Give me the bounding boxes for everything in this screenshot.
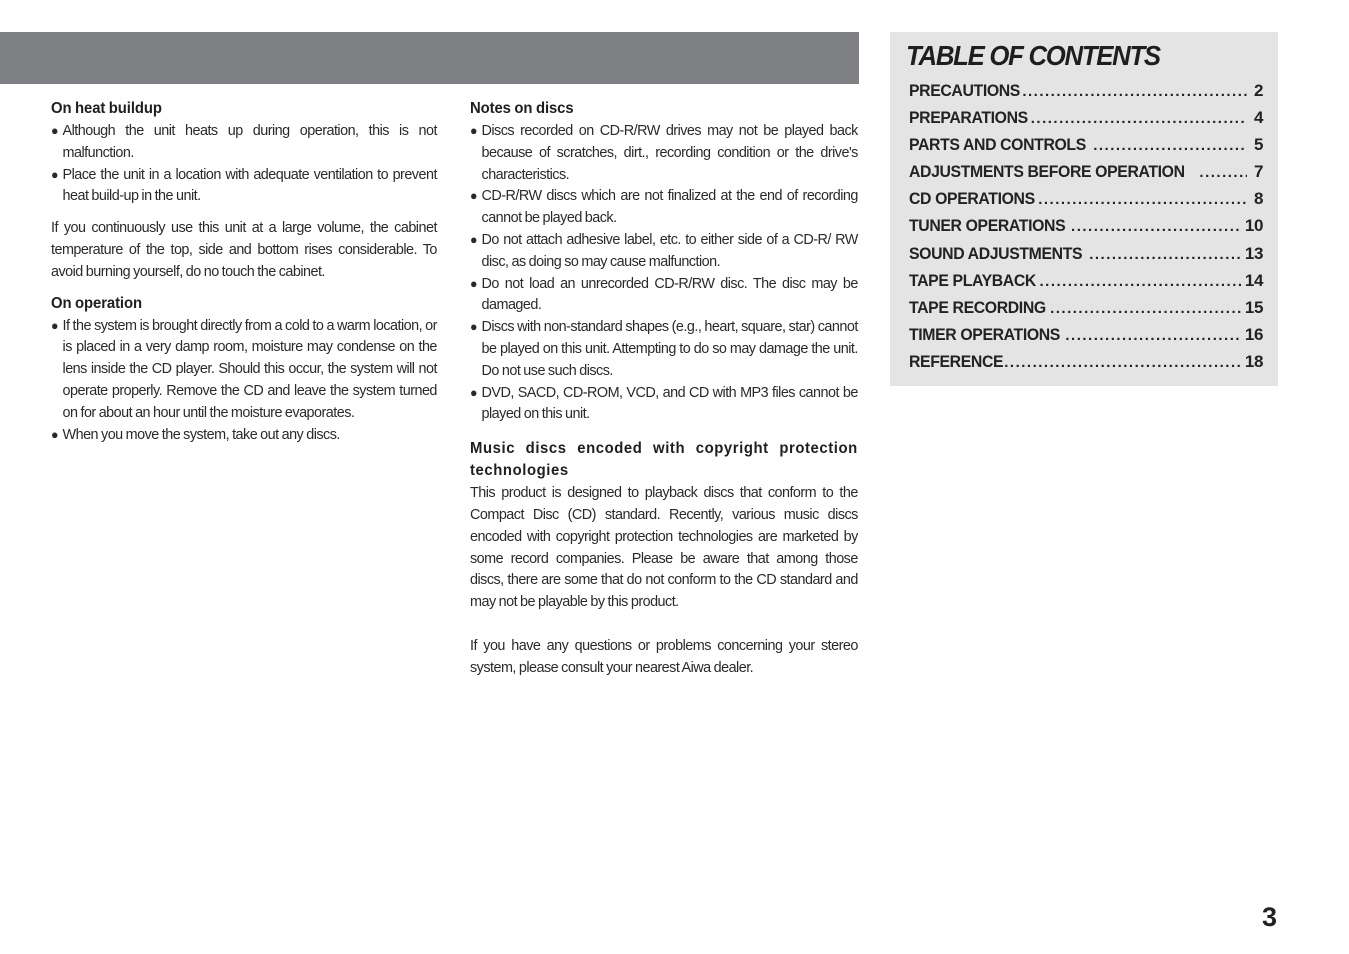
- header-bar: [0, 32, 859, 84]
- table-of-contents: [890, 32, 1278, 386]
- list-item: ● Do not load an unrecorded CD-R/RW disc. The disc may be damaged.: [470, 274, 858, 314]
- bullet-icon: ●: [51, 426, 59, 442]
- list-item: ● Discs recorded on CD-R/RW drives may not be played back because of scratches, dirt., recording condition or the drive's characteristics.: [470, 122, 858, 183]
- bullet-icon: ●: [470, 231, 478, 247]
- toc-leader-dots: [1031, 110, 1247, 127]
- bullet-icon: ●: [470, 319, 478, 335]
- toc-entry[interactable]: PREPARATIONS ..... 4: [909, 108, 1263, 135]
- toc-entry[interactable]: PARTS AND CONTROLS ..... 5: [909, 135, 1263, 162]
- toc-leader-dots: [1089, 246, 1241, 263]
- list-item: ● When you move the system, take out any discs.: [51, 424, 437, 446]
- toc-entry[interactable]: TUNER OPERATIONS ..... 10: [909, 216, 1263, 243]
- list-item: ● If the system is brought directly from a cold to a warm location, or is placed in a very damp room, moisture may condense on the lens inside the CD player. Should this occur, the system will not operate properly. Remove the CD and leave the system turned on for about an hour until the moisture evaporates.: [51, 316, 437, 421]
- list-item: ● Although the unit heats up during operation, this is not malfunction.: [51, 122, 437, 161]
- toc-entry[interactable]: ADJUSTMENTS BEFORE OPERATION ..... 7: [909, 162, 1263, 189]
- toc-entry[interactable]: REFERENCE ..... 18: [909, 352, 1263, 379]
- heat-paragraph: If you continuously use this unit at a large volume, the cabinet temperature of the top, side and bottom rises considerable. To avoid burning yourself, do no touch the cabinet.: [51, 219, 437, 280]
- list-item: ● Do not attach adhesive label, etc. to either side of a CD-R/ RW disc, as doing so may cause malfunction.: [470, 230, 858, 270]
- discs-heading: Notes on discs: [470, 100, 574, 117]
- toc-leader-dots: [1004, 354, 1241, 371]
- middle-column: [470, 98, 858, 679]
- bullet-icon: ●: [51, 317, 59, 333]
- toc-entry[interactable]: PRECAUTIONS ..... 2: [909, 81, 1263, 108]
- toc-leader-dots: [1065, 327, 1241, 344]
- discs-list: [470, 120, 858, 425]
- toc-entry[interactable]: CD OPERATIONS ..... 8: [909, 189, 1263, 216]
- bullet-icon: ●: [51, 123, 59, 138]
- heat-buildup-list: [51, 120, 437, 207]
- list-item: ● DVD, SACD, CD-ROM, VCD, and CD with MP3 files cannot be played on this unit.: [470, 383, 858, 423]
- operation-list: [51, 315, 437, 446]
- dealer-paragraph: If you have any questions or problems concerning your stereo system, please consult your nearest Aiwa dealer.: [470, 636, 858, 676]
- toc-entry[interactable]: TAPE PLAYBACK ..... 14: [909, 271, 1263, 298]
- toc-leader-dots: [1050, 300, 1241, 317]
- toc-entry[interactable]: TAPE RECORDING ..... 15: [909, 298, 1263, 325]
- toc-entry[interactable]: SOUND ADJUSTMENTS ..... 13: [909, 244, 1263, 271]
- bullet-icon: ●: [470, 188, 478, 204]
- list-item: ● CD-R/RW discs which are not finalized at the end of recording cannot be played back.: [470, 187, 858, 227]
- operation-heading: On operation: [51, 294, 142, 312]
- toc-leader-dots: [1040, 273, 1241, 290]
- list-item: ● Discs with non-standard shapes (e.g., heart, square, star) cannot be played on this unit. Attempting to do so may damage the unit. Do not use such discs.: [470, 318, 858, 379]
- page-number: 3: [1261, 902, 1277, 932]
- left-column: [51, 98, 437, 445]
- toc-leader-dots: [1071, 218, 1241, 235]
- toc-title: TABLE OF CONTENTS: [906, 40, 1160, 71]
- toc-entry[interactable]: TIMER OPERATIONS ..... 16: [909, 325, 1263, 352]
- bullet-icon: ●: [470, 384, 478, 400]
- bullet-icon: ●: [470, 275, 478, 291]
- list-item: ● Place the unit in a location with adequate ventilation to prevent heat build-up in the unit.: [51, 165, 437, 205]
- copyright-heading: Music discs encoded with copyright protection technologies: [470, 440, 858, 480]
- bullet-icon: ●: [51, 166, 59, 182]
- toc-list: [909, 81, 1263, 379]
- toc-leader-dots: [1022, 83, 1247, 100]
- toc-leader-dots: [1199, 164, 1247, 181]
- toc-leader-dots: [1038, 191, 1247, 208]
- toc-leader-dots: [1093, 137, 1247, 154]
- bullet-icon: ●: [470, 123, 478, 138]
- copyright-paragraph: This product is designed to playback discs that conform to the Compact Disc (CD) standard. Recently, various music discs encoded with copyright protection technologies are marketed by some record companies. Please be aware that among those discs, there are some that do not conform to the CD standard and may not be playable by this product.: [470, 484, 858, 611]
- heat-buildup-heading: On heat buildup: [51, 100, 162, 117]
